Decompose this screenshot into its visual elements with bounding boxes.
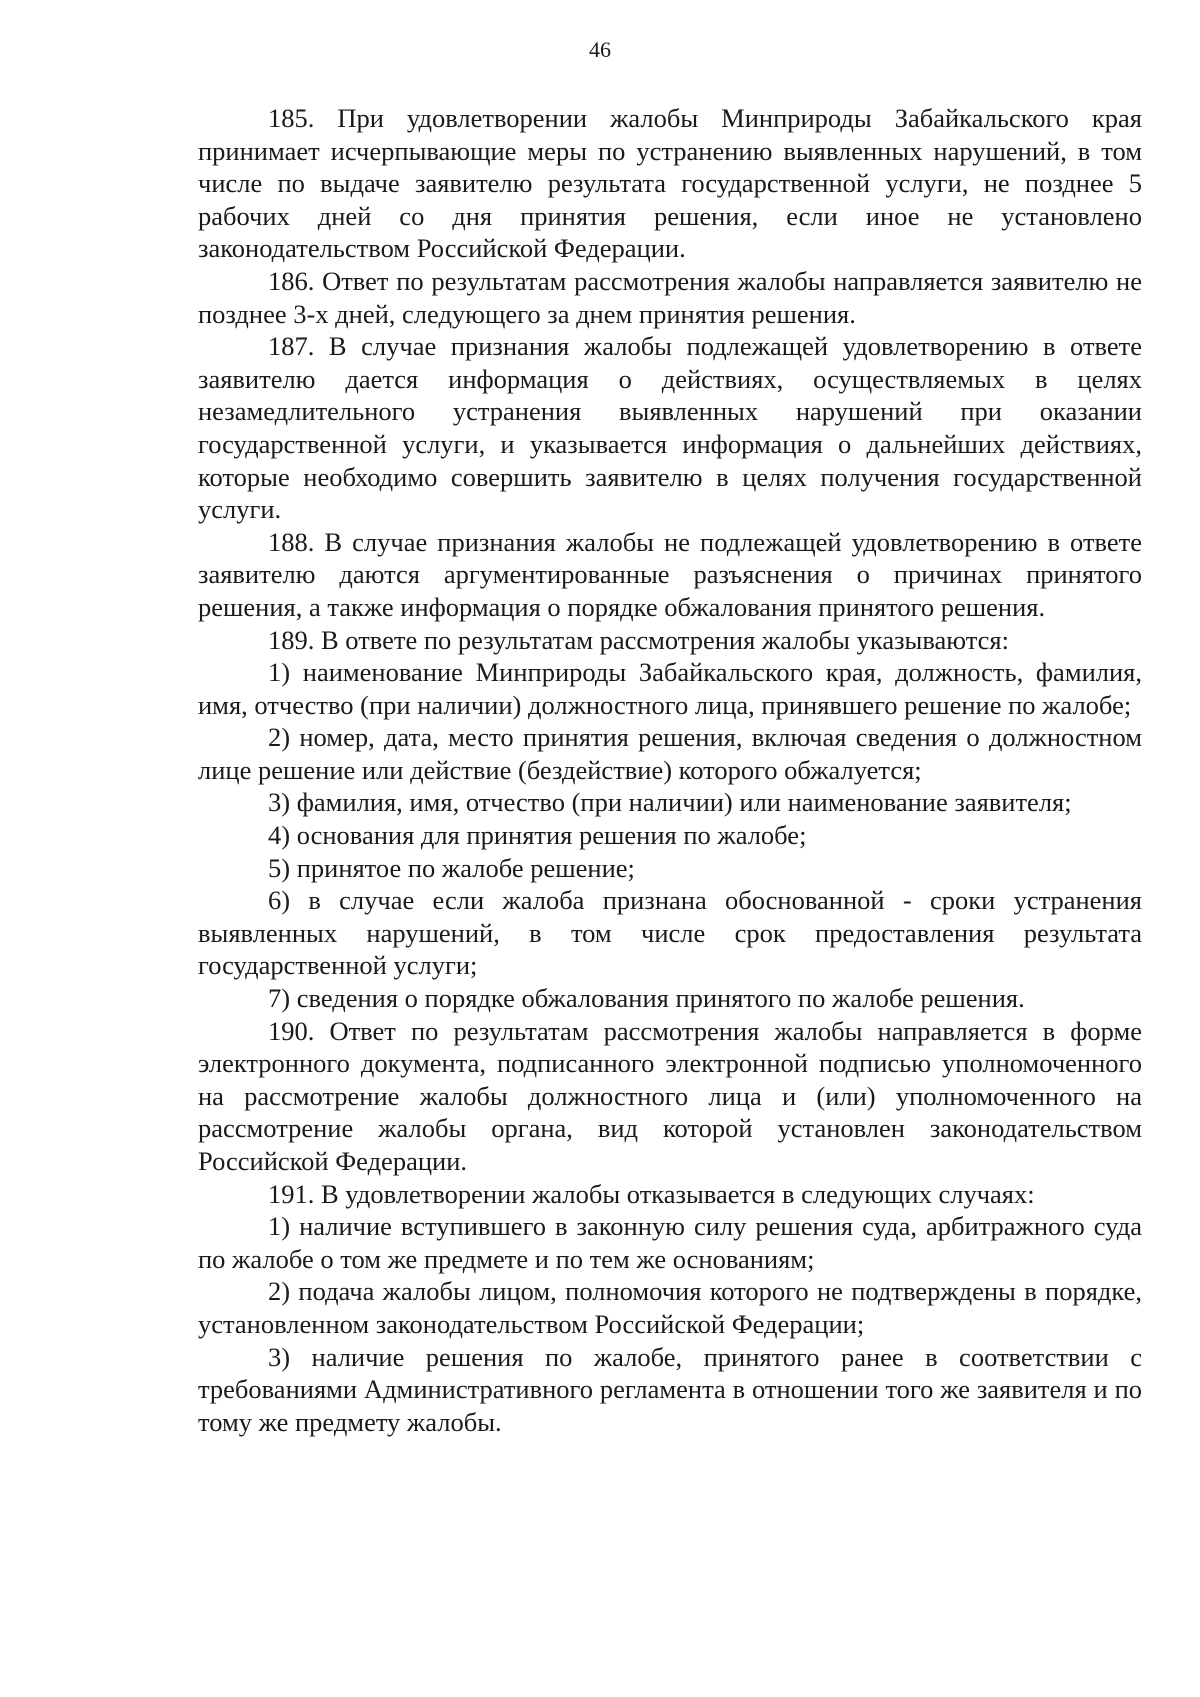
list-item-191-3: 3) наличие решения по жалобе, принятого ранее в соответствии с требованиями Административного регламента в отношении того же заявителя и по тому же предмету жалобы. bbox=[198, 1341, 1142, 1437]
paragraph-189: 189. В ответе по результатам рассмотрения жалобы указываются: bbox=[268, 624, 1009, 655]
paragraph-188: 188. В случае признания жалобы не подлежащей удовлетворению в ответе заявителю даются аргументированные разъяснения о причинах принятого решения, а также информация о порядке обжалования принятого решения. bbox=[198, 526, 1142, 622]
paragraph-187: 187. В случае признания жалобы подлежащей удовлетворению в ответе заявителю дается информация о действиях, осуществляемых в целях незамедлительного устранения выявленных нарушений при оказании государственной услуги, и указывается информация о дальнейших действиях, которые необходимо совершить заявителю в целях получения государственной услуги. bbox=[198, 331, 1142, 525]
document-body bbox=[198, 102, 1142, 1438]
list-item-189-6: 6) в случае если жалоба признана обоснованной - сроки устранения выявленных нарушений, в том числе срок предоставления результата государственной услуги; bbox=[198, 885, 1142, 981]
page-number: 46 bbox=[589, 37, 611, 62]
list-item-189-2: 2) номер, дата, место принятия решения, включая сведения о должностном лице решение или действие (бездействие) которого обжалуется; bbox=[198, 722, 1142, 785]
list-item-189-3: 3) фамилия, имя, отчество (при наличии) или наименование заявителя; bbox=[268, 787, 1072, 818]
paragraph-185: 185. При удовлетворении жалобы Минприроды Забайкальского края принимает исчерпывающие меры по устранению выявленных нарушений, в том числе по выдаче заявителю результата государственной услуги, не позднее 5 рабочих дней со дня принятия решения, если иное не установлено законодательством Российской Федерации. bbox=[198, 103, 1142, 264]
paragraph-190: 190. Ответ по результатам рассмотрения жалобы направляется в форме электронного документа, подписанного электронной подписью уполномоченного на рассмотрение жалобы должностного лица и (или) уполномоченного на рассмотрение жалобы органа, вид которой установлен законодательством Российской Федерации. bbox=[198, 1015, 1142, 1176]
list-item-189-1: 1) наименование Минприроды Забайкальского края, должность, фамилия, имя, отчество (при наличии) должностного лица, принявшего решение по жалобе; bbox=[198, 657, 1142, 720]
paragraph-191: 191. В удовлетворении жалобы отказывается в следующих случаях: bbox=[268, 1178, 1035, 1209]
list-item-189-5: 5) принятое по жалобе решение; bbox=[268, 852, 635, 883]
list-item-189-4: 4) основания для принятия решения по жалобе; bbox=[268, 820, 807, 851]
list-item-191-2: 2) подача жалобы лицом, полномочия которого не подтверждены в порядке, установленном законодательством Российской Федерации; bbox=[198, 1276, 1142, 1339]
list-item-191-1: 1) наличие вступившего в законную силу решения суда, арбитражного суда по жалобе о том же предмете и по тем же основаниям; bbox=[198, 1211, 1142, 1274]
paragraph-186: 186. Ответ по результатам рассмотрения жалобы направляется заявителю не позднее 3-х дней, следующего за днем принятия решения. bbox=[198, 265, 1142, 329]
list-item-189-7: 7) сведения о порядке обжалования принятого по жалобе решения. bbox=[268, 983, 1025, 1014]
